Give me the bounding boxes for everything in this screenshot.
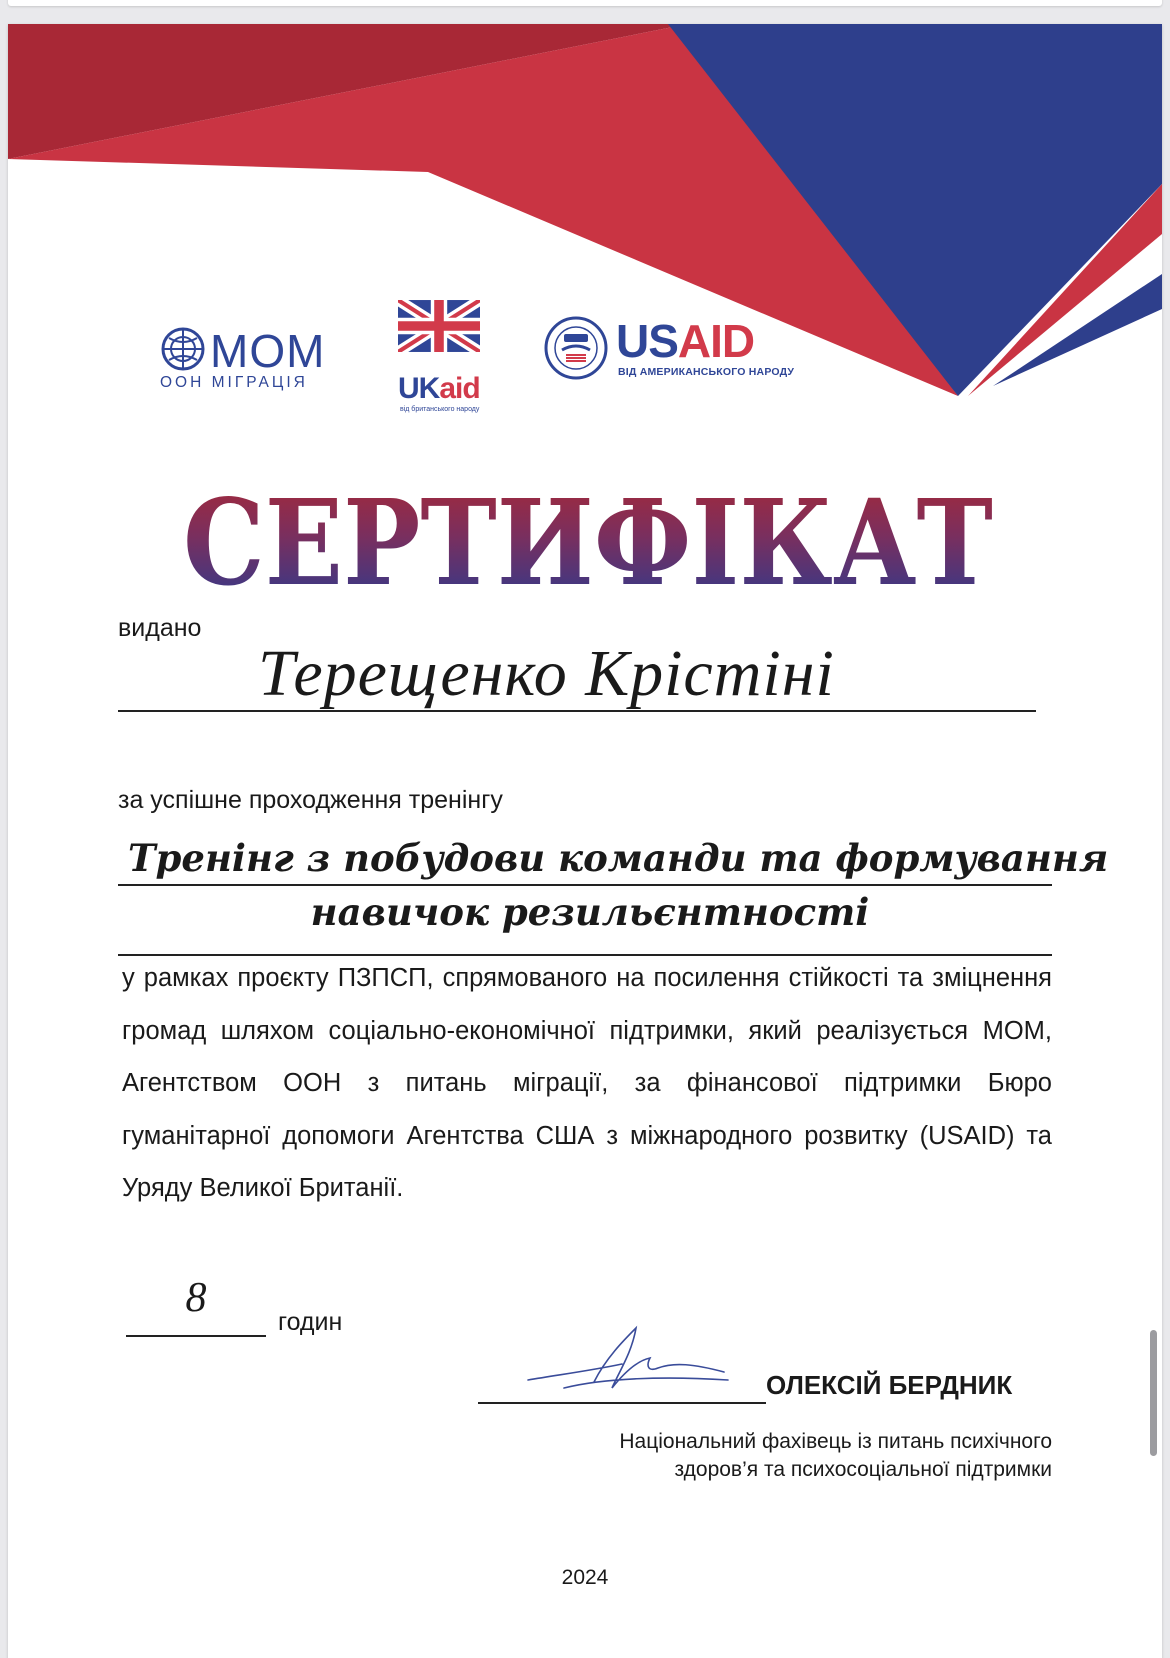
vertical-scrollbar-thumb[interactable] xyxy=(1150,1330,1157,1456)
hours-label: годин xyxy=(278,1308,343,1336)
usaid-us: US xyxy=(616,315,678,367)
hours-value: 8 xyxy=(185,1275,207,1321)
handwritten-signature xyxy=(524,1318,734,1400)
course-underline-1 xyxy=(118,884,1052,886)
course-title-line2: навичок резильєнтності xyxy=(310,890,870,934)
project-description: у рамках проєкту ПЗПСП, спрямованого на посилення стійкості та зміцнення громад шляхом соціально-економічної підтримки, який реалізується МОМ, Агентством ООН з питань міграції, за фінансової підтримки Бюро гуманітарної допомоги Агентства США з міжнародного розвитку (USAID) та Уряду Великої Британії. xyxy=(122,964,1052,1202)
signer-title-line2: здоров’я та психосоціальної підтримки xyxy=(674,1458,1052,1481)
issued-label: видано xyxy=(118,614,202,642)
certificate-title xyxy=(138,464,1038,599)
usaid-wordmark xyxy=(616,314,754,368)
usaid-seal-icon xyxy=(544,316,608,380)
ukaid-wordmark xyxy=(398,372,480,406)
recipient-name: Терещенко Крістіні xyxy=(258,637,835,710)
usaid-logo xyxy=(544,310,794,398)
ukaid-aid: aid xyxy=(439,372,480,405)
recipient-underline xyxy=(118,710,1036,712)
ukaid-logo xyxy=(398,300,494,418)
ukaid-uk: UK xyxy=(398,372,440,405)
signer-title xyxy=(619,1428,1052,1484)
iom-logo xyxy=(158,316,344,398)
course-title-line1: Тренінг з побудови команди та формування xyxy=(128,836,1109,880)
iom-subtitle: ООН МІГРАЦІЯ xyxy=(160,374,308,391)
un-emblem-icon xyxy=(160,326,206,372)
usaid-aid: AID xyxy=(677,315,755,367)
signer-title-line1: Національний фахівець із питань психічного xyxy=(619,1430,1052,1453)
usaid-subtitle: ВІД АМЕРИКАНСЬКОГО НАРОДУ xyxy=(618,366,795,378)
certificate-page xyxy=(8,24,1162,1658)
completion-label: за успішне проходження тренінгу xyxy=(118,786,503,814)
certificate-year: 2024 xyxy=(561,1566,609,1589)
signer-name: ОЛЕКСІЙ БЕРДНИК xyxy=(766,1370,1013,1400)
certificate-title-text: СЕРТИФІКАТ xyxy=(183,473,993,599)
signature-line xyxy=(478,1402,766,1404)
ukaid-subtitle: від британського народу xyxy=(400,406,480,413)
iom-name: МОМ xyxy=(210,325,326,377)
hours-underline xyxy=(126,1335,266,1337)
union-jack-flag-icon xyxy=(398,300,480,352)
previous-page-edge xyxy=(8,0,1162,6)
